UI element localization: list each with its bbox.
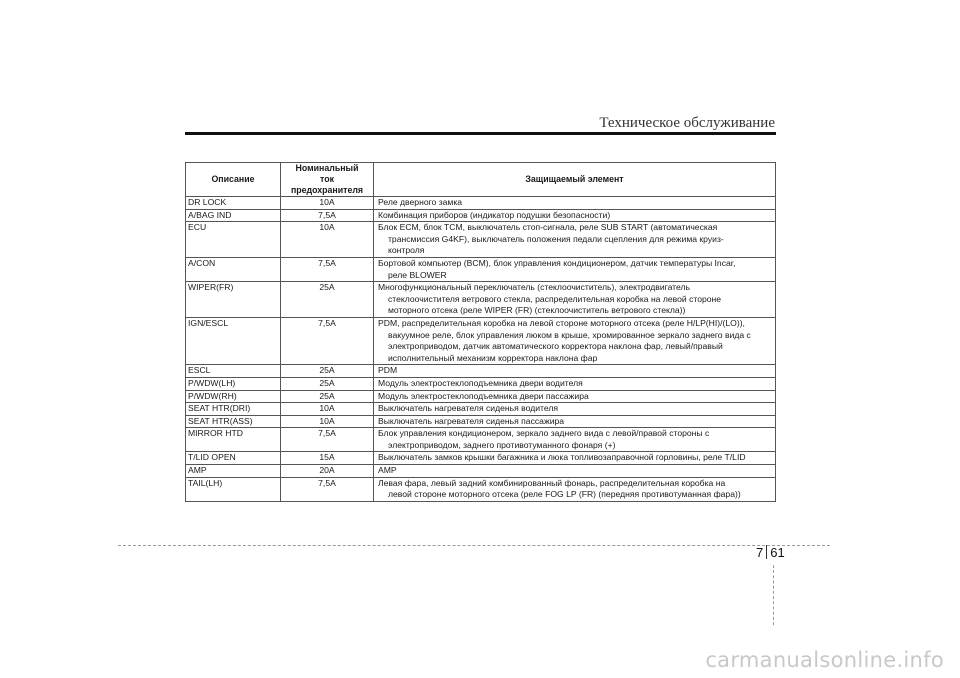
fuse-name: TAIL(LH) — [186, 477, 281, 501]
protected-element — [374, 257, 776, 281]
fuse-name: P/WDW(LH) — [186, 377, 281, 390]
chapter-number: 7 — [756, 545, 764, 560]
protected-element-line: Комбинация приборов (индикатор подушки безопасности) — [378, 209, 611, 220]
table-row — [186, 390, 776, 403]
page-number-separator — [766, 545, 767, 559]
fuse-rating: 10A — [281, 415, 374, 428]
protected-element-line: Модуль электростеклоподъемника двери пассажира — [378, 390, 589, 401]
table-header-row — [186, 163, 776, 197]
fuse-name: T/LID OPEN — [186, 452, 281, 465]
protected-element — [374, 317, 776, 364]
protected-element-line: Выключатель замков крышки багажника и люка топливозаправочной горловины, реле T/LID — [378, 452, 746, 463]
protected-element-line: Блок управления кондиционером, зеркало заднего вида с левой/правой стороны с — [378, 428, 710, 439]
protected-element — [374, 377, 776, 390]
protected-element-line: Реле дверного замка — [378, 197, 463, 207]
protected-element-line: левой стороне моторного отсека (реле FOG LP (FR) (передняя противотуманная фара)) — [388, 489, 741, 500]
column-header-rating: Номинальный ток предохранителя — [281, 163, 374, 197]
table-row — [186, 403, 776, 416]
table-row — [186, 317, 776, 364]
section-title: Техническое обслуживание — [599, 115, 775, 131]
fuse-rating: 10A — [281, 222, 374, 258]
fuse-name: ESCL — [186, 365, 281, 378]
fuse-name: DR LOCK — [186, 197, 281, 210]
protected-element — [374, 415, 776, 428]
table-row — [186, 257, 776, 281]
fuse-name: P/WDW(RH) — [186, 390, 281, 403]
protected-element-line: Выключатель нагревателя сиденья водителя — [378, 403, 559, 414]
protected-element — [374, 365, 776, 378]
fuse-rating: 10A — [281, 403, 374, 416]
header-rule — [185, 132, 776, 135]
protected-element-line: электроприводом, заднего противотуманного фонаря (+) — [388, 439, 616, 450]
fuse-name: A/BAG IND — [186, 209, 281, 222]
protected-element-line: Модуль электростеклоподъемника двери водителя — [378, 377, 583, 388]
protected-element-line: контроля — [388, 245, 425, 256]
protected-element-line: электроприводом, датчик автоматического корректора наклона фар, левый/правый — [388, 341, 723, 352]
table-row — [186, 415, 776, 428]
protected-element-line: исполнительный механизм корректора наклона фар — [388, 352, 598, 363]
column-header-description: Описание — [186, 163, 281, 197]
protected-element — [374, 465, 776, 478]
fuse-rating: 25A — [281, 377, 374, 390]
fuse-name: SEAT HTR(ASS) — [186, 415, 281, 428]
protected-element-line: Многофункциональный переключатель (стеклоочиститель), электродвигатель — [378, 282, 690, 293]
table-row — [186, 282, 776, 318]
fuse-rating: 7,5A — [281, 317, 374, 364]
protected-element — [374, 477, 776, 501]
table-row — [186, 365, 776, 378]
protected-element-line: стеклоочистителя ветрового стекла, распределительная коробка на левой стороне — [388, 293, 722, 304]
protected-element-line: PDM — [378, 365, 398, 376]
fuse-rating: 25A — [281, 365, 374, 378]
table-row — [186, 222, 776, 258]
page-number-value: 61 — [770, 545, 785, 560]
table-row — [186, 477, 776, 501]
fuse-name: A/CON — [186, 257, 281, 281]
protected-element — [374, 209, 776, 222]
protected-element-line: Блок ECM, блок TCM, выключатель стоп-сигнала, реле SUB START (автоматическая — [378, 222, 718, 233]
protected-element-line: Выключатель нагревателя сиденья пассажира — [378, 415, 565, 426]
fuse-name: AMP — [186, 465, 281, 478]
page-number — [756, 545, 785, 560]
protected-element — [374, 282, 776, 318]
protected-element-line: трансмиссия G4KF), выключатель положения педали сцепления для режима круиз- — [388, 233, 724, 244]
fuse-rating: 20A — [281, 465, 374, 478]
protected-element — [374, 452, 776, 465]
protected-element-line: Левая фара, левый задний комбинированный фонарь, распределительная коробка на — [378, 477, 726, 488]
fuse-rating: 25A — [281, 390, 374, 403]
fuse-table — [185, 162, 776, 502]
column-header-protected-element: Защищаемый элемент — [374, 163, 776, 197]
fuse-rating: 7,5A — [281, 257, 374, 281]
protected-element-line: AMP — [378, 465, 397, 476]
protected-element — [374, 403, 776, 416]
table-row — [186, 209, 776, 222]
footer-vertical-dashed-line — [773, 565, 774, 625]
fuse-name: ECU — [186, 222, 281, 258]
fuse-rating: 10A — [281, 197, 374, 210]
table-row — [186, 465, 776, 478]
protected-element — [374, 197, 776, 210]
fuse-rating: 15A — [281, 452, 374, 465]
protected-element — [374, 222, 776, 258]
table-row — [186, 197, 776, 210]
fuse-name: WIPER(FR) — [186, 282, 281, 318]
fuse-rating: 25A — [281, 282, 374, 318]
table-row — [186, 428, 776, 452]
fuse-name: SEAT HTR(DRI) — [186, 403, 281, 416]
table-row — [186, 377, 776, 390]
protected-element-line: PDM, распределительная коробка на левой стороне моторного отсека (реле H/LP(HI)/(LO)), — [378, 317, 745, 328]
protected-element — [374, 428, 776, 452]
protected-element — [374, 390, 776, 403]
fuse-rating: 7,5A — [281, 477, 374, 501]
watermark: carmanualsonline.info — [705, 648, 944, 672]
fuse-rating: 7,5A — [281, 428, 374, 452]
protected-element-line: Бортовой компьютер (BCM), блок управления кондиционером, датчик температуры Incar, — [378, 257, 736, 268]
fuse-rating: 7,5A — [281, 209, 374, 222]
protected-element-line: моторного отсека (реле WIPER (FR) (стеклоочиститель ветрового стекла)) — [388, 305, 686, 316]
footer-dashed-line — [118, 545, 830, 546]
protected-element-line: реле BLOWER — [388, 269, 447, 280]
table-row — [186, 452, 776, 465]
protected-element-line: вакуумное реле, блок управления люком в крыше, хромированное зеркало заднего вида с — [388, 329, 751, 340]
fuse-name: IGN/ESCL — [186, 317, 281, 364]
fuse-name: MIRROR HTD — [186, 428, 281, 452]
